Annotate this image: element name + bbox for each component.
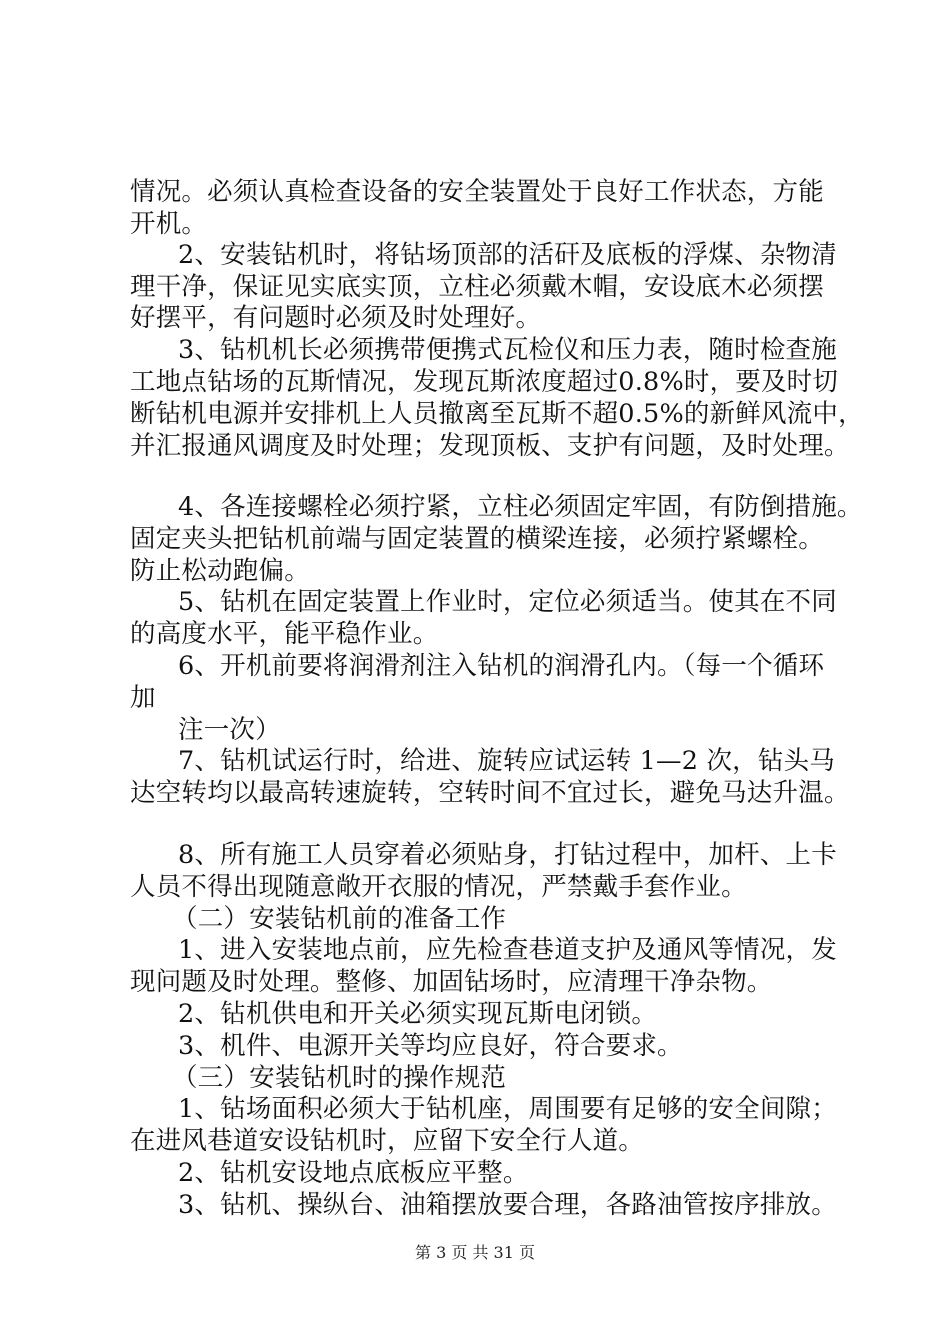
text-line: 好摆平，有问题时必须及时处理好。 [130,303,542,333]
text-line: 情况。必须认真检查设备的安全装置处于良好工作状态，方能 [130,177,824,207]
text-line: 3、钻机、操纵台、油箱摆放要合理，各路油管按序排放。 [178,1190,837,1220]
text-line: 2、安装钻机时，将钻场顶部的活矸及底板的浮煤、杂物清 [178,240,837,270]
text-line: 1、钻场面积必须大于钻机座，周围要有足够的安全间隙； [178,1094,837,1124]
text-line: 2、钻机供电和开关必须实现瓦斯电闭锁。 [178,999,658,1029]
text-line: 开机。 [130,209,208,239]
text-line: 4、各连接螺栓必须拧紧，立柱必须固定牢固，有防倒措施。 [178,492,863,522]
text-line: 5、钻机在固定装置上作业时，定位必须适当。使其在不同 [178,587,837,617]
section-heading: （三）安装钻机时的操作规范 [172,1063,507,1093]
text-line: 的高度水平，能平稳作业。 [130,619,439,649]
page-footer: 第 3 页 共 31 页 [415,1243,535,1262]
text-line: 2、钻机安设地点底板应平整。 [178,1158,529,1188]
text-line: 现问题及时处理。整修、加固钻场时，应清理干净杂物。 [130,967,773,997]
text-line: 在进风巷道安设钻机时，应留下安全行人道。 [130,1126,645,1156]
text-line: 防止松动跑偏。 [130,556,310,586]
text-line: 断钻机电源并安排机上人员撤离至瓦斯不超0.5%的新鲜风流中， [130,399,864,429]
text-line: 并汇报通风调度及时处理；发现顶板、支护有问题，及时处理。 [130,431,850,461]
text-line: 固定夹头把钻机前端与固定装置的横梁连接，必须拧紧螺栓。 [130,524,824,554]
text-line: 3、机件、电源开关等均应良好，符合要求。 [178,1031,683,1061]
section-heading: （二）安装钻机前的准备工作 [172,904,507,934]
text-line: 注一次） [178,715,281,745]
text-line: 达空转均以最高转速旋转，空转时间不宜过长，避免马达升温。 [130,778,850,808]
text-line: 加 [130,683,156,713]
text-line: 1、进入安装地点前，应先检查巷道支护及通风等情况，发 [178,935,837,965]
text-line: 理干净，保证见实底实顶，立柱必须戴木帽，安设底木必须摆 [130,272,824,302]
text-line: 8、所有施工人员穿着必须贴身，打钻过程中，加杆、上卡 [178,840,837,870]
text-line: 工地点钻场的瓦斯情况，发现瓦斯浓度超过0.8%时，要及时切 [130,367,839,397]
text-line: 7、钻机试运行时，给进、旋转应试运转 1—2 次，钻头马 [178,746,835,776]
text-line: 人员不得出现随意敞开衣服的情况，严禁戴手套作业。 [130,872,747,902]
text-line: 3、钻机机长必须携带便携式瓦检仪和压力表，随时检查施 [178,335,837,365]
text-line: 6、开机前要将润滑剂注入钻机的润滑孔内。（每一个循环 [178,651,825,681]
